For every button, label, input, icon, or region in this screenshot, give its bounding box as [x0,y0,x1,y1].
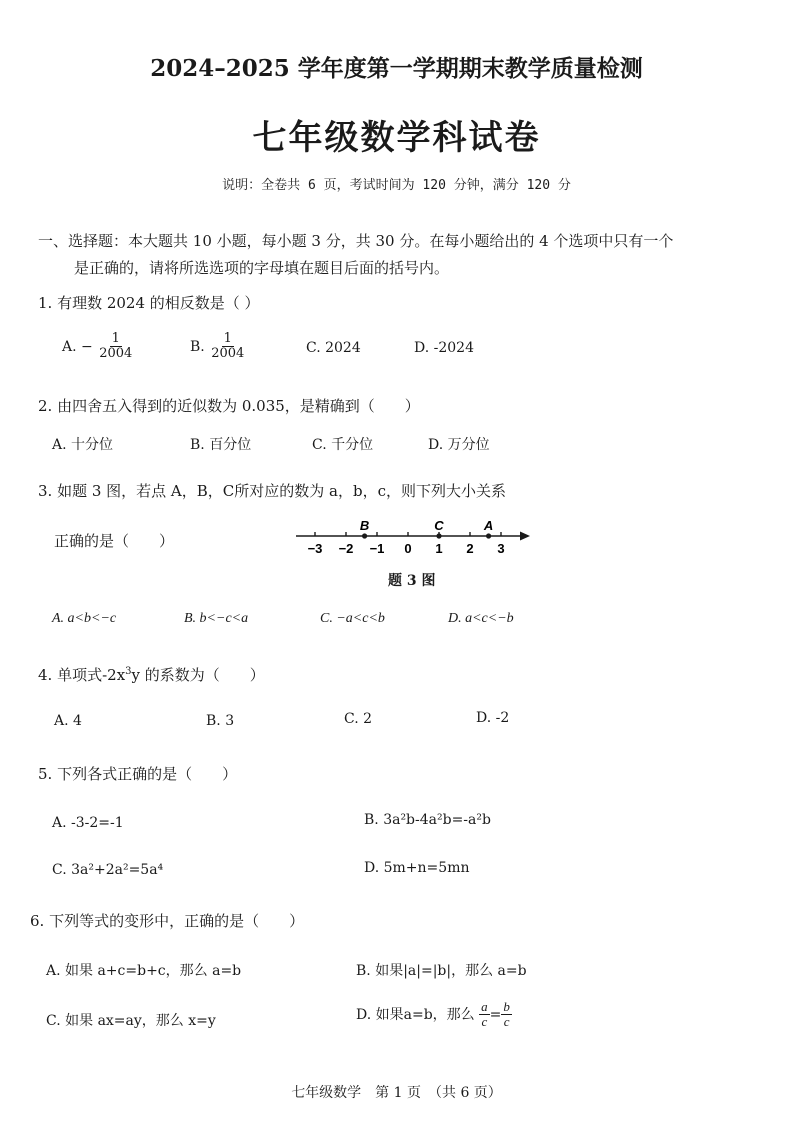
numerator: a [481,999,488,1014]
section-1-heading [38,228,758,282]
number-line-point-a [486,533,491,538]
question-5-option-c: C. 3a²+2a²=5a⁴ [52,862,164,878]
question-6-stem: 6. 下列等式的变形中，正确的是（ ） [30,912,305,930]
question-6-option-b: B. 如果|a|=|b|，那么 a=b [356,963,527,979]
stem-part: 4. 单项式-2x [38,666,126,684]
question-2-option-c: C. 千分位 [312,437,374,453]
number-line-figure [288,512,536,562]
number-line-tick-label: −1 [369,541,385,556]
question-5-option-a: A. -3-2=-1 [52,815,124,831]
question-1-option-a [62,332,134,362]
equals-sign: = [489,1006,502,1023]
question-3-option-b [184,610,248,627]
numerator: 1 [223,331,232,346]
denominator: 2004 [211,346,245,362]
question-1-stem: 1. 有理数 2024 的相反数是（ ） [38,294,260,312]
fraction-a-over-c [479,1000,490,1030]
number-line-arrow [520,532,530,541]
question-5-option-d: D. 5m+n=5mn [364,860,470,876]
number-line-tick-label: −3 [307,541,323,556]
option-text: C. −a<c<b [320,611,385,626]
question-5-stem: 5. 下列各式正确的是（ ） [38,765,238,783]
number-line-tick-label: −2 [338,541,354,556]
section-1-line-1: 一、选择题：本大题共 10 小题，每小题 3 分，共 30 分。在每小题给出的 4 个选项中只有一个 [38,232,674,250]
number-line-point-b [362,533,367,538]
question-4-option-c: C. 2 [344,711,373,727]
number-line-tick-label: 1 [435,541,443,556]
numerator: b [503,999,510,1014]
number-line-point-label: A [483,518,494,533]
exam-instructions: 说明：全卷共 6 页，考试时间为 120 分钟，满分 120 分 [222,178,571,193]
question-2-option-a: A. 十分位 [52,437,114,453]
question-5-option-b: B. 3a²b-4a²b=-a²b [364,812,491,828]
numerator: 1 [111,331,120,346]
page-footer: 七年级数学 第 1 页 （共 6 页） [291,1085,502,1101]
exam-title: 2024–2025 学年度第一学期期末教学质量检测 [150,55,643,82]
option-text: D. a<c<−b [448,611,514,626]
fraction-b-over-c [501,1000,512,1030]
question-2-option-d: D. 万分位 [428,437,490,453]
question-3-option-a [52,610,116,627]
question-3-option-c [320,610,385,627]
option-text: D. 如果a=b，那么 [356,1006,475,1023]
option-label: B. [190,338,205,355]
question-4-stem [38,664,265,685]
number-line-tick-label: 3 [497,541,505,556]
question-2-stem: 2. 由四舍五入得到的近似数为 0.035，是精确到（ ） [38,397,420,415]
question-1-option-b [190,332,246,362]
question-2-option-b: B. 百分位 [190,437,252,453]
number-line-point-label: B [359,518,370,533]
denominator: c [481,1014,488,1030]
exam-subtitle: 七年级数学科试卷 [252,118,541,158]
question-1-option-c: C. 2024 [306,340,361,356]
number-line-tick-label: 0 [404,541,412,556]
question-4-option-b: B. 3 [206,713,235,729]
question-3-stem: 3. 如题 3 图，若点 A，B，C所对应的数为 a，b，c，则下列大小关系 [38,482,506,500]
option-text: B. b<−c<a [184,611,249,626]
number-line-point-label: C [434,518,444,533]
option-text: A. a<b<−c [52,611,117,626]
fraction [97,332,134,362]
number-line-point-c [436,533,441,538]
number-line-tick-label: 2 [466,541,474,556]
denominator: c [503,1014,510,1030]
question-6-option-d [356,1000,512,1030]
question-3-stem-2: 正确的是（ ） [54,532,175,550]
question-1-option-d: D. -2024 [414,340,474,356]
stem-part: y 的系数为（ ） [131,666,265,684]
question-6-option-a: A. 如果 a+c=b+c，那么 a=b [46,963,242,979]
denominator: 2004 [99,346,133,362]
exponent: 3 [125,666,132,677]
question-4-option-a: A. 4 [54,713,82,729]
figure-3-caption: 题 3 图 [388,573,436,589]
section-1-line-2: 是正确的，请将所选选项的字母填在题目后面的括号内。 [74,259,450,277]
question-6-option-c: C. 如果 ax=ay，那么 x=y [46,1013,216,1029]
question-3-option-d [448,610,514,627]
question-4-option-d: D. -2 [476,710,510,726]
option-label: A. − [62,338,93,355]
fraction [209,332,246,362]
